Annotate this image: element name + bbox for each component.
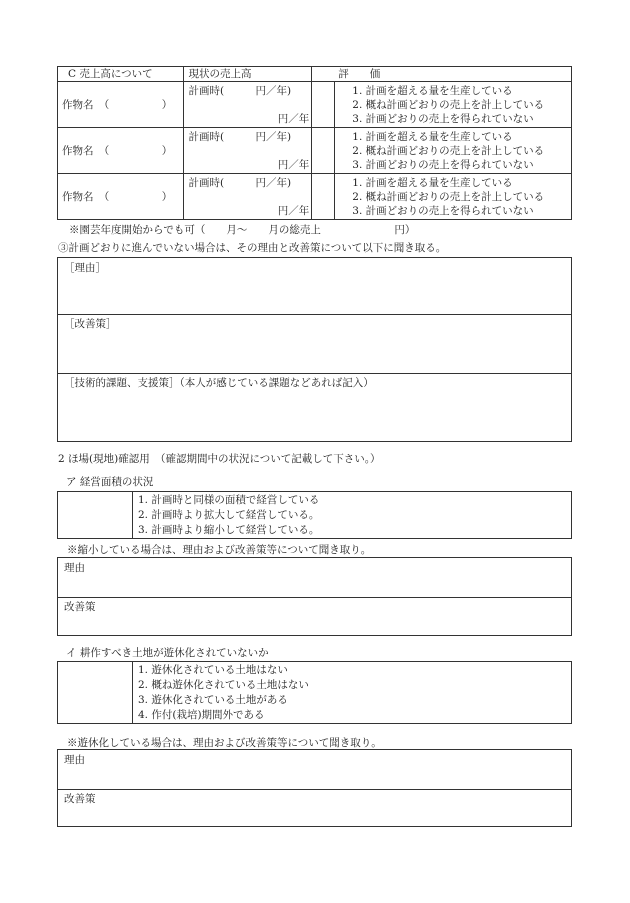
- section-a-box: [57, 557, 572, 636]
- improvement-field[interactable]: 改善策: [64, 793, 96, 805]
- improvement-field[interactable]: 改善策: [64, 601, 96, 613]
- section2-title: 2 ほ場(現地)確認用 （確認期間中の状況について記載して下さい。）: [58, 453, 381, 465]
- sales-header-current: 現状の売上高: [184, 67, 312, 82]
- sales-header-section: C 売上高について: [58, 67, 184, 82]
- eval-options[interactable]: 1. 計画を超える量を生産している 2. 概ね計画どおりの売上を計上している 3. 計画どおりの売上を得られていない: [312, 128, 572, 174]
- section-b-note: ※遊休化している場合は、理由および改善策等について聞き取り。: [67, 737, 382, 749]
- sales-amount-field[interactable]: 計画時( 円／年) 円／年: [184, 174, 312, 220]
- reason-field[interactable]: ［理由］: [58, 258, 571, 315]
- eval-options[interactable]: 1. 計画を超える量を生産している 2. 概ね計画どおりの売上を計上している 3. 計画どおりの売上を得られていない: [312, 174, 572, 220]
- section-b-box: [57, 749, 572, 827]
- crop-name-field[interactable]: 作物名 （ ）: [58, 128, 184, 174]
- tech-issues-field[interactable]: ［技術的課題、支援策］（本人が感じている課題などあれば記入）: [64, 377, 374, 389]
- crop-name-field[interactable]: 作物名 （ ）: [58, 174, 184, 220]
- sales-table: [57, 66, 572, 220]
- section-a-title: ア 経営面積の状況: [66, 476, 154, 488]
- idle-land-options[interactable]: 1. 遊休化されている土地はない 2. 概ね遊休化されている土地はない 3. 遊休化されている土地がある 4. 作付(栽培)期間外である: [57, 661, 572, 724]
- reason-field[interactable]: 理由: [58, 558, 571, 598]
- item3-intro: ③計画どおりに進んでいない場合は、その理由と改善策について以下に聞き取る。: [58, 242, 447, 254]
- sales-amount-field[interactable]: 計画時( 円／年) 円／年: [184, 82, 312, 128]
- item3-box: [57, 257, 572, 442]
- table-row: [58, 82, 572, 128]
- improvement-field[interactable]: ［改善策］: [58, 314, 571, 374]
- section-b-title: イ 耕作すべき土地が遊休化されていないか: [66, 647, 269, 659]
- table-row: [58, 174, 572, 220]
- reason-field[interactable]: 理由: [58, 750, 571, 790]
- sales-note: ※園芸年度開始からでも可（ 月～ 月の総売上 円）: [69, 224, 416, 236]
- table-row: [58, 128, 572, 174]
- crop-name-field[interactable]: 作物名 （ ）: [58, 82, 184, 128]
- eval-options[interactable]: 1. 計画を超える量を生産している 2. 概ね計画どおりの売上を計上している 3. 計画どおりの売上を得られていない: [312, 82, 572, 128]
- section-a-note: ※縮小している場合は、理由および改善策等について聞き取り。: [67, 544, 372, 556]
- area-options[interactable]: 1. 計画時と同様の面積で経営している 2. 計画時より拡大して経営している。 3. 計画時より縮小して経営している。: [57, 491, 572, 539]
- sales-header-eval: 評 価: [312, 67, 572, 82]
- sales-amount-field[interactable]: 計画時( 円／年) 円／年: [184, 128, 312, 174]
